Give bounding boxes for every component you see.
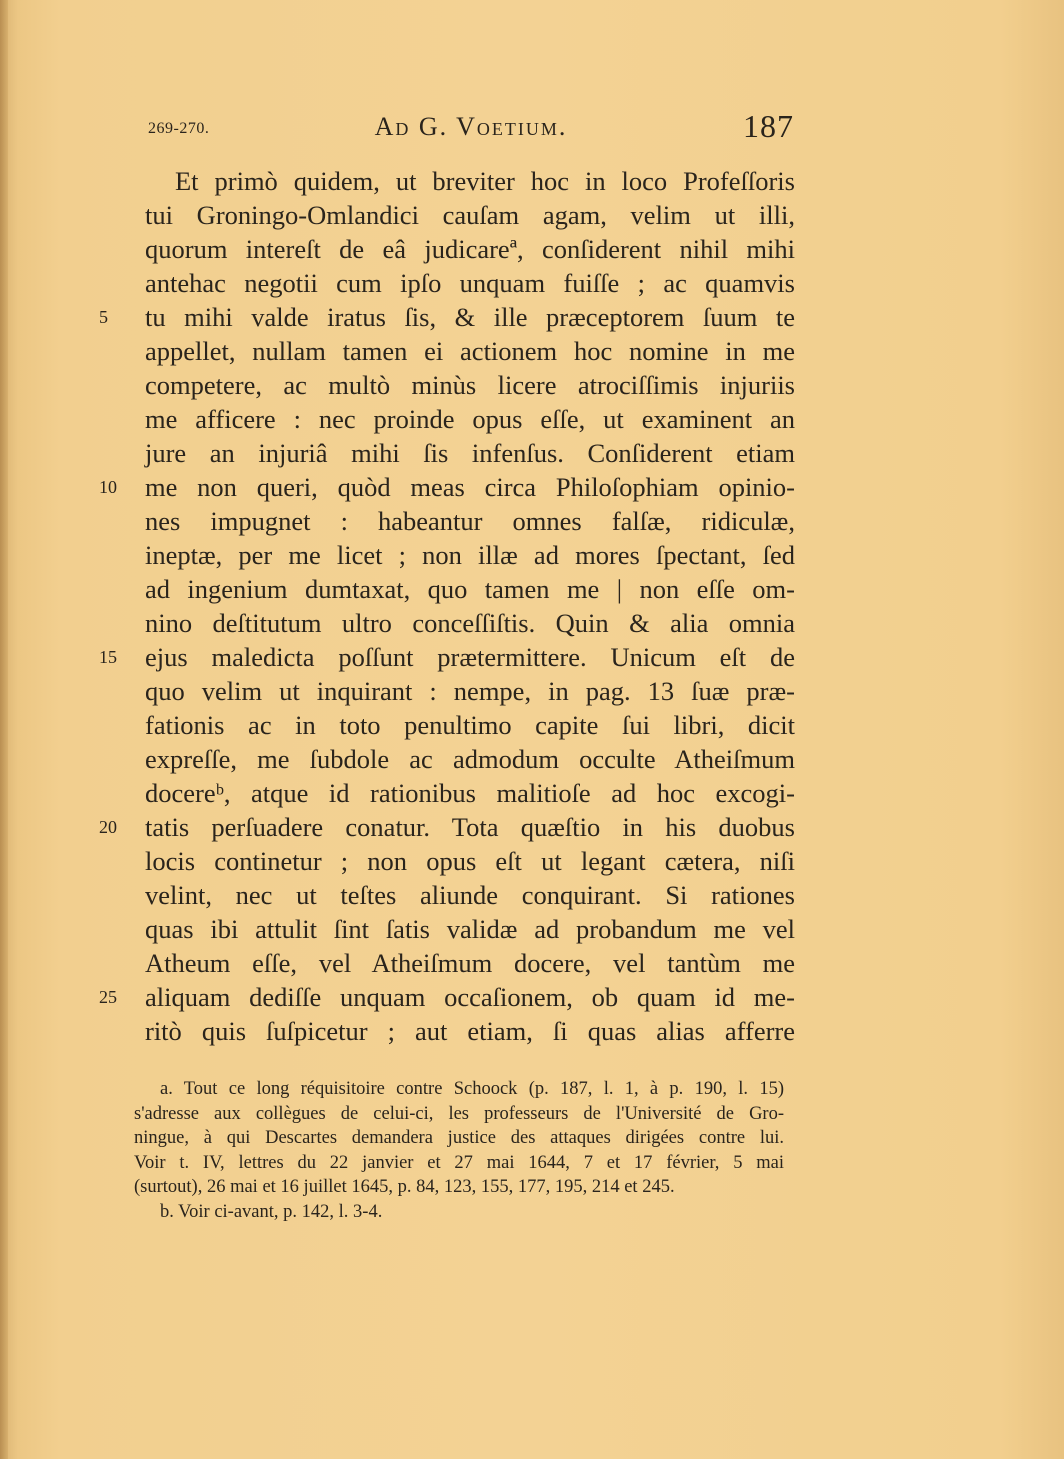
- footnote-line: s'adresse aux collègues de celui-ci, les professeurs de l'Université de Gro-: [134, 1103, 784, 1124]
- margin-line-number: 15: [99, 647, 117, 667]
- text-line: quorum intereſt de eâ judicareª, conſiderent nihil mihi: [145, 234, 795, 264]
- text-line: ad ingenium dumtaxat, quo tamen me | non eſſe om-: [145, 574, 795, 604]
- text-line: docereᵇ, atque id rationibus malitioſe ad hoc excogi-: [145, 778, 795, 808]
- footnote-line: a. Tout ce long réquisitoire contre Schoock (p. 187, l. 1, à p. 190, l. 15): [160, 1079, 784, 1099]
- text-line: 15 ejus maledicta poſſunt prætermittere. Unicum eſt de: [99, 642, 795, 672]
- margin-line-number: 10: [99, 477, 117, 497]
- text-line: nino deſtitutum ultro conceſſiſtis. Quin & alia omnia: [145, 608, 795, 638]
- running-title: Ad G. Voetium.: [374, 112, 568, 141]
- text-line: 5 tu mihi valde iratus ſis, & ille præceptorem ſuum te: [99, 302, 795, 332]
- text-line: quas ibi attulit ſint ſatis validæ ad probandum me vel: [145, 914, 795, 944]
- text-line: nes impugnet : habeantur omnes falſæ, ridiculæ,: [145, 506, 795, 536]
- footnote-line: ningue, à qui Descartes demandera justice des attaques dirigées contre lui.: [134, 1128, 784, 1149]
- text-line: fationis ac in toto penultimo capite ſui libri, dicit: [145, 710, 795, 740]
- text-line: competere, ac multò minùs licere atrociſſimis injuriis: [145, 370, 795, 400]
- running-head: [148, 108, 794, 152]
- text-line: velint, nec ut teſtes aliunde conquirant. Si rationes: [145, 880, 795, 910]
- text-line: tui Groningo-Omlandici cauſam agam, velim ut illi,: [145, 200, 795, 230]
- text-line: locis continetur ; non opus eſt ut legant cætera, niſi: [145, 846, 795, 876]
- text-line: 20 tatis perſuadere conatur. Tota quæſtio in his duobus: [99, 812, 795, 842]
- text-line: appellet, nullam tamen ei actionem hoc nomine in me: [145, 336, 795, 366]
- text-line: ineptæ, per me licet ; non illæ ad mores ſpectant, ſed: [145, 540, 795, 570]
- margin-line-number: 5: [99, 307, 108, 327]
- main-text-block: [99, 164, 795, 1048]
- page-binding-edge: [0, 0, 8, 1459]
- footnote-line: Voir t. IV, lettres du 22 janvier et 27 mai 1644, 7 et 17 février, 5 mai: [134, 1152, 784, 1173]
- text-line: antehac negotii cum ipſo unquam fuiſſe ; ac quamvis: [145, 268, 795, 298]
- footnote-line: b. Voir ci-avant, p. 142, l. 3-4.: [160, 1201, 383, 1222]
- text-line: quo velim ut inquirant : nempe, in pag. 13 ſuæ præ-: [145, 676, 795, 706]
- text-line: 10 me non queri, quòd meas circa Philoſophiam opinio-: [99, 472, 795, 502]
- text-line: me afficere : nec proinde opus eſſe, ut examinent an: [145, 404, 795, 434]
- margin-line-number: 25: [99, 987, 117, 1007]
- text-line: Atheum eſſe, vel Atheiſmum docere, vel tantùm me: [145, 948, 795, 978]
- footnotes-block: [134, 1077, 784, 1225]
- text-line: 25 aliquam dediſſe unquam occaſionem, ob quam id me-: [99, 982, 795, 1012]
- text-line: jure an injuriâ mihi ſis infenſus. Conſiderent etiam: [145, 438, 795, 468]
- margin-line-number: 20: [99, 817, 117, 837]
- footnote-line: (surtout), 26 mai et 16 juillet 1645, p. 84, 123, 155, 177, 195, 214 et 245.: [134, 1177, 675, 1198]
- text-line: ritò quis ſuſpicetur ; aut etiam, ſi quas alias afferre: [145, 1016, 795, 1046]
- text-line: Et primò quidem, ut breviter hoc in loco Profeſſoris: [175, 166, 795, 196]
- page-number: 187: [743, 108, 794, 144]
- folio-range: 269-270.: [148, 120, 210, 137]
- text-line: expreſſe, me ſubdole ac admodum occulte Atheiſmum: [145, 744, 795, 774]
